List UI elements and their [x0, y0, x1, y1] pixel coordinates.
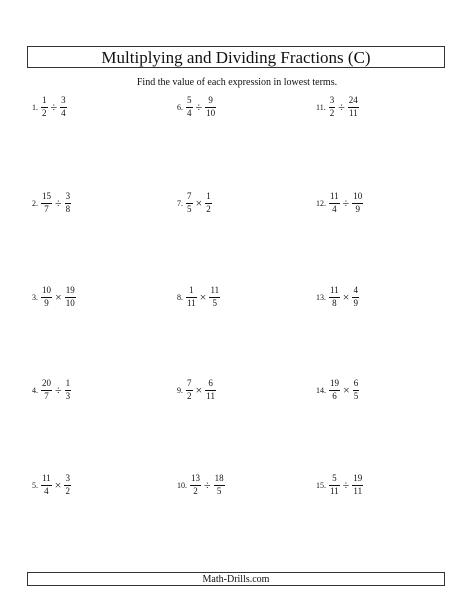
problem-6	[177, 92, 216, 122]
numerator: 20	[42, 378, 51, 389]
denominator: 11	[330, 485, 339, 496]
operator: ÷	[342, 195, 350, 210]
instructions: Find the value of each expression in lowest terms.	[136, 77, 338, 88]
problem-11	[316, 92, 359, 122]
problem-14	[316, 375, 359, 405]
fraction-a	[41, 286, 52, 308]
problem-4	[32, 375, 71, 405]
fraction-a	[41, 379, 52, 401]
fraction-b	[205, 96, 216, 118]
numerator: 10	[353, 191, 363, 202]
denominator: 2	[187, 390, 192, 401]
denominator: 10	[206, 107, 216, 118]
problem-number: 6.	[177, 102, 183, 112]
problem-number: 14.	[316, 385, 326, 395]
fraction-a	[186, 192, 193, 214]
numerator: 3	[329, 95, 335, 106]
numerator: 24	[348, 95, 358, 106]
fraction-a	[41, 192, 52, 214]
problem-number: 9.	[177, 385, 183, 395]
fraction-a	[329, 474, 340, 496]
numerator: 5	[332, 473, 337, 484]
fraction-a	[186, 379, 193, 401]
numerator: 1	[42, 95, 47, 106]
operator: ×	[54, 477, 62, 492]
numerator: 19	[65, 285, 75, 296]
numerator: 1	[65, 378, 71, 389]
denominator: 2	[206, 203, 211, 214]
denominator: 5	[353, 390, 359, 401]
numerator: 3	[65, 473, 70, 484]
denominator: 2	[193, 485, 198, 496]
problem-number: 3.	[32, 292, 38, 302]
denominator: 9	[353, 297, 358, 308]
footer-box	[27, 572, 445, 586]
denominator: 4	[61, 107, 66, 118]
denominator: 11	[353, 485, 363, 496]
numerator: 1	[189, 285, 194, 296]
denominator: 11	[348, 107, 358, 118]
denominator: 11	[206, 390, 215, 401]
numerator: 11	[210, 285, 220, 296]
numerator: 10	[42, 285, 51, 296]
numerator: 19	[330, 378, 339, 389]
denominator: 8	[65, 203, 71, 214]
fraction-b	[353, 379, 360, 401]
problem-2	[32, 188, 71, 218]
numerator: 5	[187, 95, 192, 106]
denominator: 9	[355, 203, 361, 214]
operator: ÷	[342, 477, 350, 492]
numerator: 9	[208, 95, 213, 106]
fraction-b	[214, 474, 225, 496]
denominator: 7	[44, 390, 49, 401]
denominator: 4	[44, 485, 49, 496]
problem-12	[316, 188, 363, 218]
problem-number: 12.	[316, 198, 326, 208]
operator: ÷	[338, 99, 345, 114]
fraction-a	[186, 96, 193, 118]
denominator: 2	[329, 107, 335, 118]
fraction-b	[205, 192, 212, 214]
denominator: 9	[44, 297, 49, 308]
fraction-a	[329, 379, 340, 401]
fraction-b	[205, 379, 216, 401]
denominator: 3	[65, 390, 71, 401]
problem-number: 2.	[32, 198, 38, 208]
fraction-b	[60, 96, 67, 118]
problem-1	[32, 92, 67, 122]
numerator: 6	[208, 378, 213, 389]
problem-13	[316, 282, 359, 312]
fraction-b	[65, 379, 72, 401]
problem-10	[177, 470, 225, 500]
fraction-b	[65, 286, 76, 308]
numerator: 11	[330, 191, 339, 202]
problem-number: 8.	[177, 292, 183, 302]
fraction-a	[329, 286, 340, 308]
problem-3	[32, 282, 76, 312]
problem-number: 11.	[316, 102, 326, 112]
fraction-b	[209, 286, 220, 308]
problem-5	[32, 470, 71, 500]
numerator: 3	[65, 191, 71, 202]
denominator: 5	[216, 485, 222, 496]
numerator: 3	[61, 95, 66, 106]
numerator: 11	[42, 473, 51, 484]
denominator: 10	[65, 297, 75, 308]
numerator: 7	[187, 191, 192, 202]
problem-number: 13.	[316, 292, 326, 302]
denominator: 4	[187, 107, 192, 118]
fraction-b	[348, 96, 359, 118]
footer-credit: Math-Drills.com	[202, 573, 270, 585]
denominator: 7	[44, 203, 49, 214]
problem-number: 10.	[177, 480, 187, 490]
problem-number: 15.	[316, 480, 326, 490]
numerator: 13	[191, 473, 200, 484]
fraction-b	[352, 286, 359, 308]
numerator: 11	[330, 285, 339, 296]
numerator: 4	[353, 285, 358, 296]
operator: ×	[199, 289, 207, 304]
numerator: 15	[42, 191, 51, 202]
operator: ÷	[55, 195, 62, 210]
denominator: 4	[332, 203, 337, 214]
fraction-a	[329, 96, 336, 118]
problem-number: 4.	[32, 385, 38, 395]
problem-7	[177, 188, 212, 218]
fraction-a	[41, 474, 52, 496]
operator: ×	[195, 382, 203, 397]
operator: ÷	[50, 99, 58, 114]
denominator: 5	[187, 203, 192, 214]
numerator: 7	[187, 378, 192, 389]
denominator: 11	[187, 297, 196, 308]
denominator: 8	[332, 297, 337, 308]
problem-number: 1.	[32, 102, 38, 112]
page-title: Multiplying and Dividing Fractions (C)	[101, 47, 371, 67]
numerator: 1	[206, 191, 211, 202]
fraction-b	[352, 474, 363, 496]
denominator: 6	[332, 390, 337, 401]
denominator: 5	[212, 297, 218, 308]
problem-8	[177, 282, 220, 312]
operator: ×	[195, 195, 203, 210]
fraction-b	[352, 192, 363, 214]
fraction-b	[65, 192, 72, 214]
operator: ×	[343, 382, 350, 397]
operator: ×	[342, 289, 350, 304]
problem-number: 7.	[177, 198, 183, 208]
operator: ×	[55, 289, 62, 304]
denominator: 2	[65, 485, 70, 496]
operator: ÷	[195, 99, 203, 114]
numerator: 6	[353, 378, 359, 389]
fraction-a	[41, 96, 48, 118]
numerator: 18	[214, 473, 224, 484]
operator: ÷	[204, 477, 211, 492]
problem-9	[177, 375, 216, 405]
fraction-a	[329, 192, 340, 214]
fraction-a	[186, 286, 197, 308]
fraction-a	[190, 474, 201, 496]
problem-15	[316, 470, 363, 500]
operator: ÷	[55, 382, 62, 397]
numerator: 19	[353, 473, 363, 484]
denominator: 2	[42, 107, 47, 118]
fraction-b	[64, 474, 71, 496]
problem-number: 5.	[32, 480, 38, 490]
